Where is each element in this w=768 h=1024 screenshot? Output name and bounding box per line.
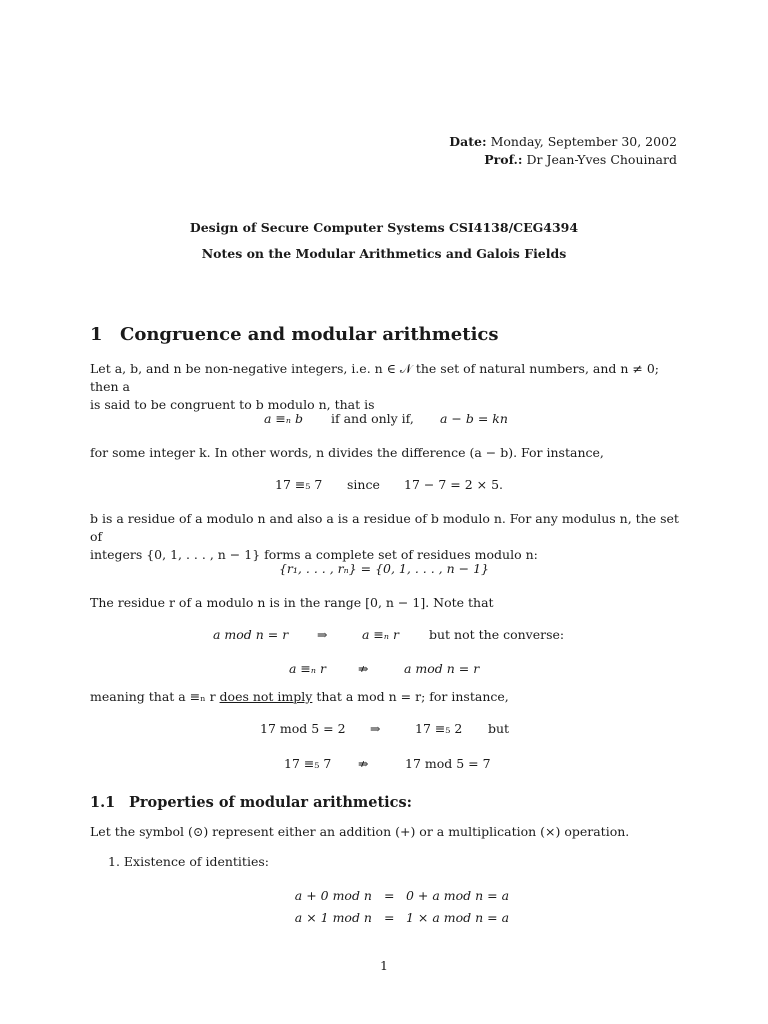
paragraph-line: Let a, b, and n be non-negative integers, i.e. n ∈ 𝒩 the set of natural numbers, and n ≠ 0; then a: [90, 361, 660, 394]
equation-6-right: 17 ≡₅ 2: [415, 721, 463, 736]
equation-5-left: a ≡ₙ r: [289, 661, 326, 676]
equation-2-right: 17 − 7 = 2 × 5.: [404, 477, 503, 492]
equation-2-mid: since: [347, 477, 380, 492]
date-value: Monday, September 30, 2002: [490, 134, 677, 149]
paragraph-2: for some integer k. In other words, n divides the difference (a − b). For instance,: [90, 445, 604, 460]
paragraph-4: The residue r of a modulo n is in the range [0, n − 1]. Note that: [90, 595, 494, 610]
equation-2-left: 17 ≡₅ 7: [275, 477, 323, 492]
equation-6-left: 17 mod 5 = 2: [260, 721, 346, 736]
prof-line: [484, 152, 677, 167]
course-title: Design of Secure Computer Systems CSI4138/CEG4394: [189, 220, 579, 235]
emphasized-phrase: does not imply: [219, 689, 313, 704]
paragraph-5: [90, 688, 680, 706]
subsection-title: Properties of modular arithmetics:: [129, 794, 413, 811]
identity-eq-1-equals: =: [384, 888, 395, 903]
not-implies-arrow: ⇏: [358, 661, 369, 676]
subsection-paragraph: Let the symbol (⊙) represent either an addition (+) or a multiplication (×) operation.: [90, 824, 630, 839]
not-implies-arrow: ⇏: [358, 756, 369, 771]
equation-1-mid: if and only if,: [331, 411, 414, 426]
paragraph-text: meaning that a ≡ₙ r: [90, 689, 216, 704]
paragraph-line: integers {0, 1, . . . , n − 1} forms a complete set of residues modulo n:: [90, 547, 538, 562]
implies-arrow: ⇒: [370, 721, 381, 736]
notes-title: Notes on the Modular Arithmetics and Galois Fields: [201, 246, 567, 261]
list-item: 1. Existence of identities:: [108, 854, 269, 869]
section-number: 1: [90, 324, 103, 345]
identity-eq-2-right: 1 × a mod n = a: [406, 910, 510, 925]
implies-arrow: ⇒: [317, 627, 328, 642]
prof-label: Prof.:: [484, 152, 523, 167]
equation-6-note: but: [488, 721, 510, 736]
equation-1-right: a − b = kn: [440, 411, 508, 426]
equation-3: {r₁, . . . , rₙ} = {0, 1, . . . , n − 1}: [278, 561, 489, 576]
section-title: Congruence and modular arithmetics: [120, 324, 499, 345]
paragraph-3: [90, 510, 680, 564]
paragraph-text: that a mod n = r; for instance,: [316, 689, 509, 704]
equation-4-note: but not the converse:: [429, 627, 565, 642]
date-label: Date:: [449, 134, 487, 149]
prof-value: Dr Jean-Yves Chouinard: [526, 152, 677, 167]
equation-1-left: a ≡ₙ b: [264, 411, 303, 426]
paragraph-1: [90, 360, 680, 414]
date-line: [449, 134, 677, 149]
identity-eq-1-right: 0 + a mod n = a: [406, 888, 510, 903]
identity-eq-2-equals: =: [384, 910, 395, 925]
equation-7-right: 17 mod 5 = 7: [405, 756, 491, 771]
equation-7-left: 17 ≡₅ 7: [284, 756, 332, 771]
paragraph-line: is said to be congruent to b modulo n, that is: [90, 397, 375, 412]
equation-5-right: a mod n = r: [404, 661, 480, 676]
identity-eq-1-left: a + 0 mod n: [294, 888, 372, 903]
paragraph-line: b is a residue of a modulo n and also a is a residue of b modulo n. For any modulus n, the set of: [90, 511, 679, 544]
identity-eq-2-left: a × 1 mod n: [294, 910, 372, 925]
page-number: 1: [380, 958, 388, 973]
equation-4-left: a mod n = r: [213, 627, 289, 642]
equation-4-right: a ≡ₙ r: [362, 627, 399, 642]
subsection-number: 1.1: [90, 794, 116, 811]
